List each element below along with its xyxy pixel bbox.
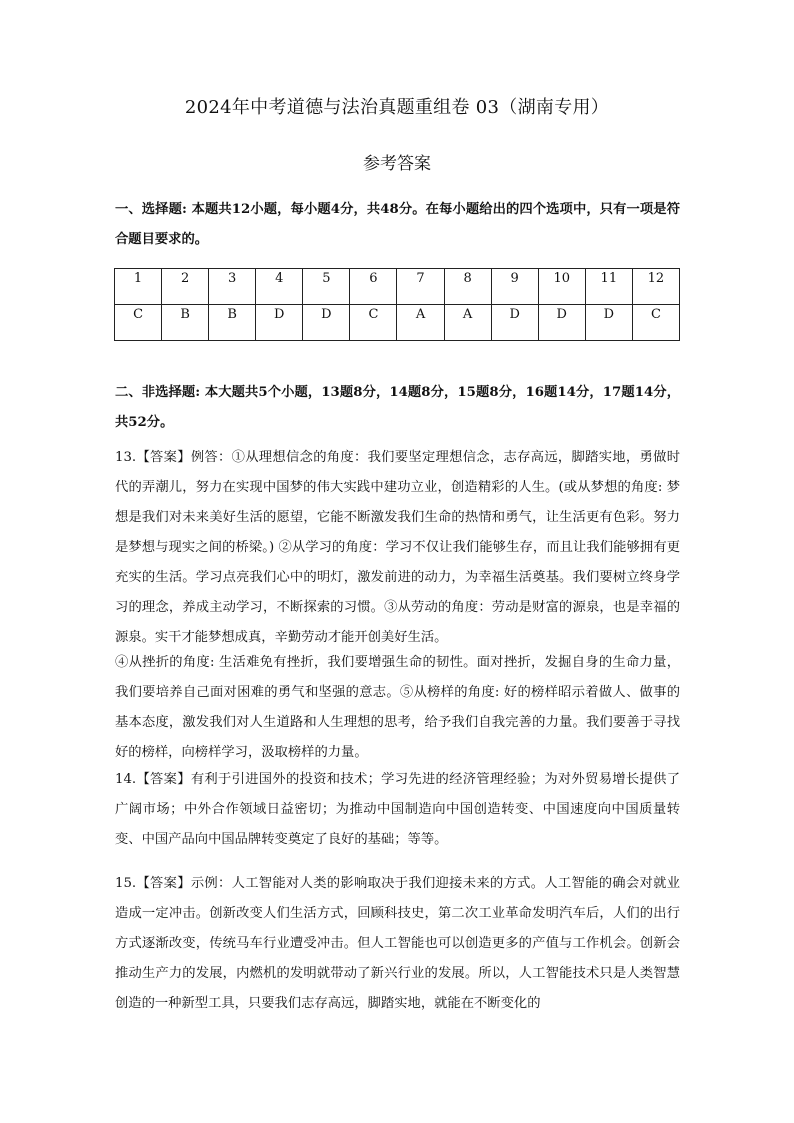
- answer-cell: D: [303, 305, 350, 341]
- answer-cell: B: [162, 305, 209, 341]
- question-number-cell: 7: [397, 269, 444, 305]
- question-number-cell: 3: [209, 269, 256, 305]
- document-subtitle: 参考答案: [363, 154, 431, 174]
- question-number-cell: 2: [162, 269, 209, 305]
- answer-cell: C: [350, 305, 397, 341]
- question-number-row: [115, 269, 680, 305]
- section-1-instructions: 一、选择题: 本题共12小题，每小题4分，共48分。在每小题给出的四个选项中，只有一项是符合题目要求的。: [115, 202, 680, 247]
- question-number-cell: 10: [538, 269, 585, 305]
- question-number-cell: 5: [303, 269, 350, 305]
- answer-cell: D: [491, 305, 538, 341]
- question-number-cell: 8: [444, 269, 491, 305]
- section-2-instructions: 二、非选择题: 本大题共5个小题，13题8分，14题8分，15题8分，16题14分，17题14分，共52分。: [115, 385, 680, 430]
- answer-cell: C: [115, 305, 162, 341]
- answer-cell: D: [256, 305, 303, 341]
- answer-cell: D: [538, 305, 585, 341]
- answer-cell: B: [209, 305, 256, 341]
- question-number-cell: 9: [491, 269, 538, 305]
- answer-cell: A: [397, 305, 444, 341]
- question-number-cell: 12: [632, 269, 679, 305]
- question-number-cell: 11: [585, 269, 632, 305]
- answer-14: 14.【答案】有利于引进国外的投资和技术；学习先进的经济管理经验；为对外贸易增长提供了广阔市场；中外合作领域日益密切；为推动中国制造向中国创造转变、中国速度向中国质量转变、中国产品向中国品牌转变奠定了良好的基础；等等。: [115, 772, 680, 847]
- answer-cell: A: [444, 305, 491, 341]
- answer-table: [114, 268, 680, 341]
- document-title: 2024年中考道德与法治真题重组卷 03（湖南专用）: [184, 97, 610, 118]
- question-number-cell: 1: [115, 269, 162, 305]
- question-number-cell: 4: [256, 269, 303, 305]
- question-number-cell: 6: [350, 269, 397, 305]
- answer-13-part-2: ④从挫折的角度: 生活难免有挫折，我们要增强生命的韧性。面对挫折，发掘自身的生命力量，我们要培养自己面对困难的勇气和坚强的意志。⑤从榜样的角度: 好的榜样昭示着做人、做事的基本态度，激发我们对人生道路和人生理想的思考，给予我们自我完善的力量。我们要善于寻找好的榜样，向榜样学习，汲取榜样的力量。: [115, 655, 680, 760]
- answer-13-part-1: 13.【答案】例答：①从理想信念的角度：我们要坚定理想信念，志存高远，脚踏实地，勇做时代的弄潮儿，努力在实现中国梦的伟大实践中建功立业，创造精彩的人生。(或从梦想的角度: 梦想是我们对未来美好生活的愿望，它能不断激发我们生命的热情和勇气，让生活更有色彩。努力是梦想与现实之间的桥梁。) ②从学习的角度：学习不仅让我们能够生存，而且让我们能够拥有更充实的生活。学习点亮我们心中的明灯，激发前进的动力，为幸福生活奠基。我们要树立终身学习的理念，养成主动学习，不断探索的习惯。③从劳动的角度：劳动是财富的源泉，也是幸福的源泉。实干才能梦想成真，辛勤劳动才能开创美好生活。: [115, 450, 680, 645]
- answer-15: 15.【答案】示例：人工智能对人类的影响取决于我们迎接未来的方式。人工智能的确会对就业造成一定冲击。创新改变人们生活方式，回顾科技史，第二次工业革命发明汽车后，人们的出行方式逐渐改变，传统马车行业遭受冲击。但人工智能也可以创造更多的产值与工作机会。创新会推动生产力的发展，内燃机的发明就带动了新兴行业的发展。所以，人工智能技术只是人类智慧创造的一种新型工具，只要我们志存高远，脚踏实地，就能在不断变化的: [115, 876, 680, 1011]
- answer-cell: D: [585, 305, 632, 341]
- answer-row: [115, 305, 680, 341]
- answer-cell: C: [632, 305, 679, 341]
